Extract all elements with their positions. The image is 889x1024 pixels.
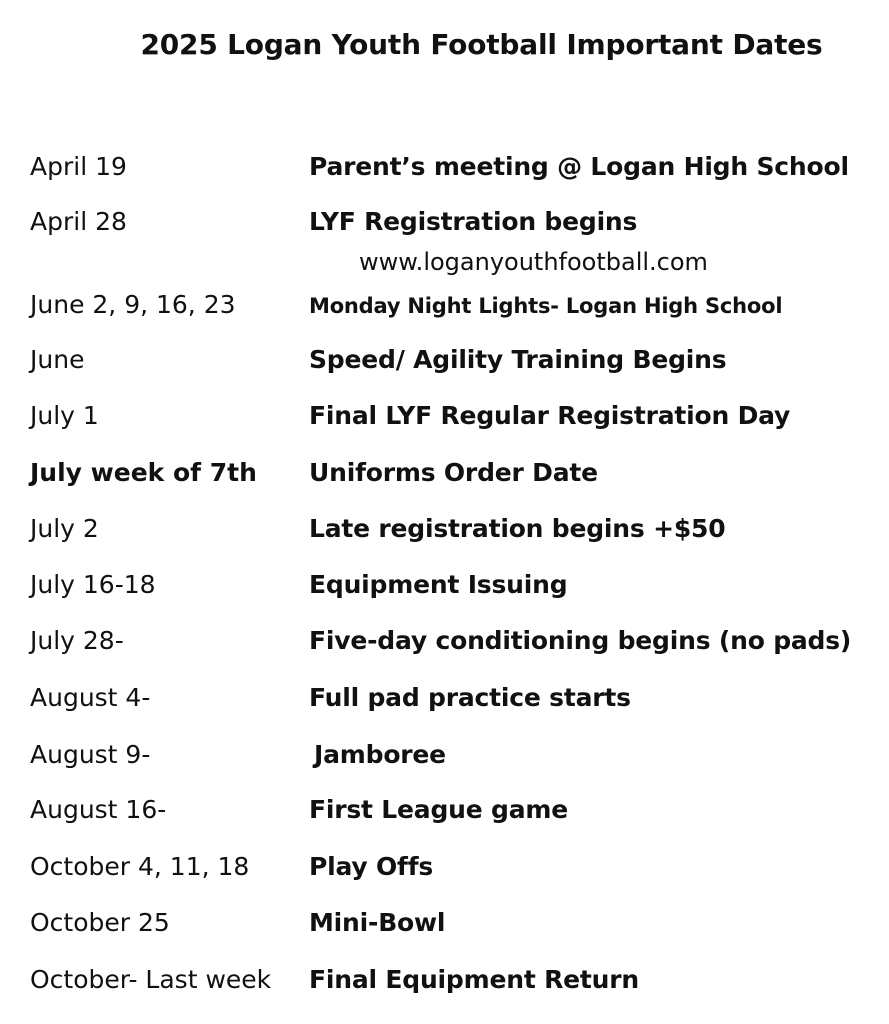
row-event: LYF Registration begins bbox=[309, 207, 638, 236]
row-event: Jamboree bbox=[314, 740, 446, 769]
schedule-row bbox=[0, 570, 889, 610]
row-date: July 28- bbox=[30, 626, 124, 655]
row-date: August 9- bbox=[30, 740, 151, 769]
row-date: June 2, 9, 16, 23 bbox=[30, 290, 236, 319]
row-date: October 25 bbox=[30, 908, 170, 937]
schedule-row bbox=[0, 795, 889, 835]
schedule-row bbox=[0, 152, 889, 192]
schedule-row bbox=[0, 514, 889, 554]
row-date: April 28 bbox=[30, 207, 127, 236]
schedule-row bbox=[0, 908, 889, 948]
row-event: Final LYF Regular Registration Day bbox=[309, 401, 791, 430]
row-event: Equipment Issuing bbox=[309, 570, 568, 599]
row-date: July 2 bbox=[30, 514, 99, 543]
schedule-row bbox=[0, 458, 889, 498]
row-event: Speed/ Agility Training Begins bbox=[309, 345, 727, 374]
row-date: July 16-18 bbox=[30, 570, 156, 599]
schedule-row bbox=[0, 740, 889, 780]
row-event: Uniforms Order Date bbox=[309, 458, 598, 487]
schedule-row bbox=[0, 683, 889, 723]
schedule-row bbox=[0, 290, 889, 330]
schedule-row bbox=[0, 852, 889, 892]
row-event: First League game bbox=[309, 795, 568, 824]
schedule-row bbox=[0, 345, 889, 385]
row-date: August 4- bbox=[30, 683, 151, 712]
row-date: July week of 7th bbox=[30, 458, 257, 487]
row-date: October- Last week bbox=[30, 965, 272, 994]
row-event: Mini-Bowl bbox=[309, 908, 446, 937]
row-event: Final Equipment Return bbox=[309, 965, 639, 994]
schedule-row bbox=[0, 626, 889, 666]
row-event: Late registration begins +$50 bbox=[309, 514, 726, 543]
row-date: October 4, 11, 18 bbox=[30, 852, 250, 881]
row-date: April 19 bbox=[30, 152, 127, 181]
schedule-row bbox=[0, 401, 889, 441]
row-date: August 16- bbox=[30, 795, 167, 824]
schedule-row bbox=[0, 965, 889, 1005]
row-date: June bbox=[30, 345, 85, 374]
row-event: Play Offs bbox=[309, 852, 434, 881]
row-event: Five-day conditioning begins (no pads) bbox=[309, 626, 852, 655]
row-event: Full pad practice starts bbox=[309, 683, 631, 712]
row-event: Parent’s meeting @ Logan High School bbox=[309, 152, 849, 181]
schedule-row bbox=[0, 207, 889, 247]
website-text: www.loganyouthfootball.com bbox=[359, 248, 708, 276]
page-title: 2025 Logan Youth Football Important Dates bbox=[140, 28, 823, 61]
row-date: July 1 bbox=[30, 401, 99, 430]
row-event: Monday Night Lights- Logan High School bbox=[309, 294, 783, 318]
